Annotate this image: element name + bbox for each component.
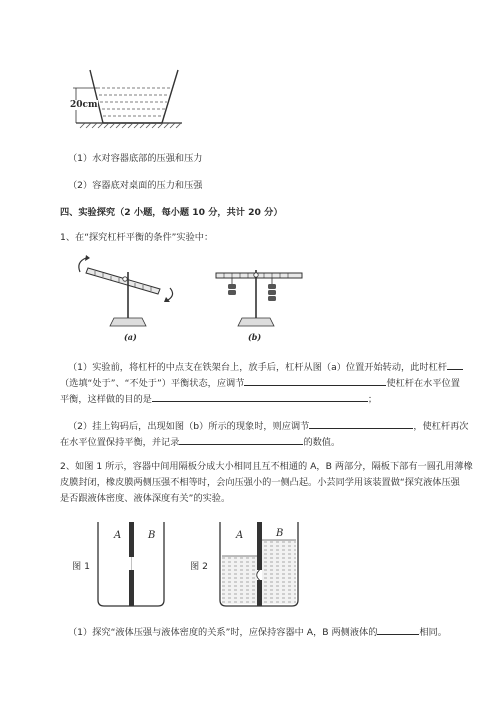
q2-line2: 皮膜封闭，橡皮膜两侧压强不相等时，会向压强小的一侧凸起。小芸同学用该装置做“探究液体压强 — [60, 477, 460, 488]
fig2-side-b: B — [276, 528, 284, 539]
fig1-side-b: B — [148, 530, 156, 541]
q1-s2-line2: 在水平位置保持平衡，并记录 的数值。 — [60, 437, 341, 448]
q1-intro: 1、在“探究杠杆平衡的条件”实验中： — [60, 232, 214, 243]
fig1-side-a: A — [114, 530, 122, 541]
part-1-text: （1）水对容器底部的压强和压力 — [68, 153, 203, 164]
q2-line3: 是否跟液体密度、液体深度有关”的实验。 — [60, 493, 231, 504]
figure-1-label: 图 1 — [72, 561, 90, 572]
q1-s1-line3: 平衡，这样做的目的是 ； — [60, 394, 378, 405]
answer-blank[interactable] — [377, 625, 419, 635]
depth-label: 20cm — [70, 100, 98, 110]
q2-line1: 2、如图 1 所示，容器中间用隔板分成大小相同且互不相通的 A，B 两部分，隔板下部有一圆孔用薄橡 — [60, 461, 473, 472]
q1-s1-line2: （选填“处于”、“不处于”）平衡状态，应调节 使杠杆在水平位置 — [60, 378, 460, 389]
q1-s1-line1: （1）实验前，将杠杆的中点支在铁架台上，放手后，杠杆从图（a）位置开始转动，此时杠杆 — [68, 360, 463, 374]
figure-a-label: (a) — [124, 332, 137, 342]
q2-s1: （1）探究“液体压强与液体密度的关系”时，应保持容器中 A，B 两侧液体的 相同。 — [68, 627, 447, 638]
section-4-title: 四、实验探究（2 小题，每小题 10 分，共计 20 分） — [60, 207, 283, 218]
figure-2-label: 图 2 — [190, 561, 208, 572]
q1-s2-line1: （2）挂上钩码后，出现如图（b）所示的现象时，则应调节 ，使杠杆再次 — [68, 421, 469, 432]
part-2-text: （2）容器底对桌面的压力和压强 — [68, 180, 203, 191]
figure-b-label: (b) — [248, 332, 262, 342]
fig2-side-a: A — [236, 530, 244, 541]
